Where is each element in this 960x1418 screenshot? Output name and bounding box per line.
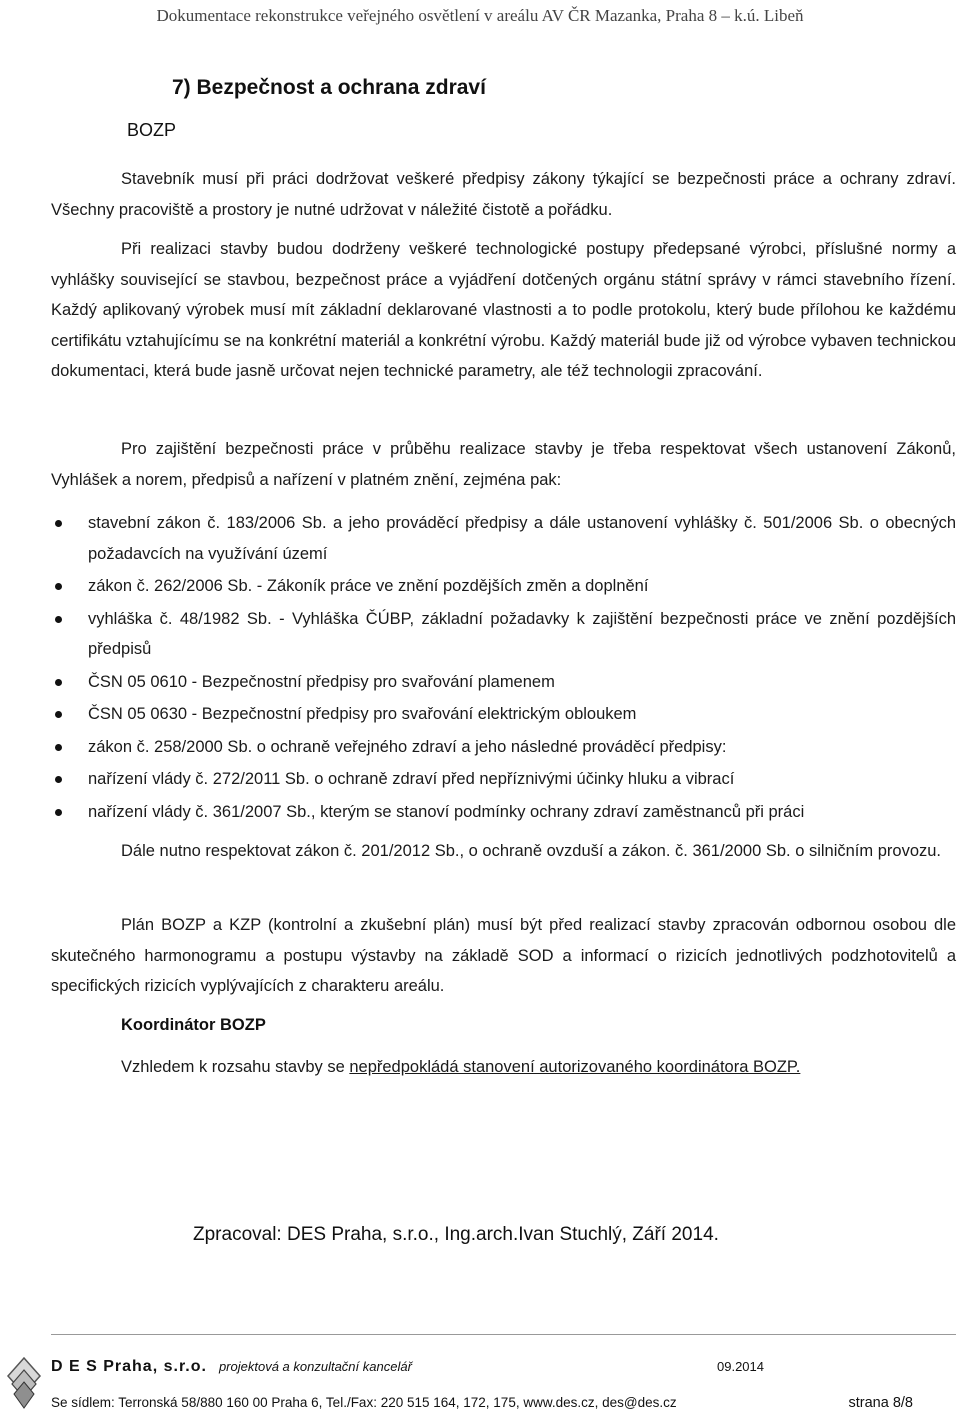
paragraph-intro: Stavebník musí při práci dodržovat veškeré předpisy zákony týkající se bezpečnosti práce a ochrany zdraví. Všechny pracoviště a prostory je nutné udržovat v náležité čistotě a pořádku. <box>51 170 956 219</box>
section-label: BOZP <box>127 120 177 140</box>
prepared-by: Zpracoval: DES Praha, s.r.o., Ing.arch.Ivan Stuchlý, Září 2014. <box>193 1224 719 1245</box>
coordinator-text-underlined: nepředpokládá stanovení autorizovaného koordinátora BOZP. <box>349 1058 801 1076</box>
footer-description: projektová a konzultační kancelář <box>218 1359 412 1374</box>
footer-address: Se sídlem: Terronská 58/880 160 00 Praha 6, Tel./Fax: 220 515 164, 172, 175, www.des.cz, des@des.cz <box>51 1395 677 1410</box>
footer-page-number: strana 8/8 <box>848 1395 913 1411</box>
list-item-text: ČSN 05 0610 - Bezpečnostní předpisy pro svařování plamenem <box>88 672 555 691</box>
list-item <box>51 667 956 698</box>
regulations-list <box>51 508 956 829</box>
bullet-icon <box>55 744 62 751</box>
paragraph-additional-laws: Dále nutno respektovat zákon č. 201/2012 Sb., o ochraně ovzduší a zákon. č. 361/2000 Sb. o silničním provozu. <box>121 842 942 860</box>
list-item-text: zákon č. 258/2000 Sb. o ochraně veřejného zdraví a jeho následné prováděcí předpisy: <box>88 737 727 756</box>
list-item <box>51 604 956 665</box>
footer-date: 09.2014 <box>717 1359 764 1374</box>
footer-firm: D E S Praha, s.r.o. <box>51 1358 207 1375</box>
footer-address-line <box>51 1395 913 1410</box>
company-logo-icon <box>6 1356 42 1410</box>
bullet-icon <box>55 616 62 623</box>
bullet-icon <box>55 583 62 590</box>
list-item <box>51 764 956 795</box>
section-title: 7) Bezpečnost a ochrana zdraví <box>172 76 486 99</box>
bullet-icon <box>55 711 62 718</box>
list-item-text: nařízení vlády č. 361/2007 Sb., kterým se stanoví podmínky ochrany zdraví zaměstnanců při práci <box>88 802 805 821</box>
list-item <box>51 508 956 569</box>
list-item-text: nařízení vlády č. 272/2011 Sb. o ochraně zdraví před nepříznivými účinky hluku a vibrací <box>88 770 735 788</box>
footer-divider <box>51 1334 956 1335</box>
coordinator-heading: Koordinátor BOZP <box>121 1016 266 1034</box>
list-item-text: vyhláška č. 48/1982 Sb. - Vyhláška ČÚBP, základní požadavky k zajištění bezpečnosti práce ve znění pozdějších předpisů <box>88 609 956 658</box>
bullet-icon <box>55 520 62 527</box>
running-header: Dokumentace rekonstrukce veřejného osvětlení v areálu AV ČR Mazanka, Praha 8 – k.ú. Libeň <box>156 6 804 25</box>
bullet-icon <box>55 679 62 686</box>
paragraph-regulations: Pro zajištění bezpečnosti práce v průběhu realizace stavby je třeba respektovat všech ustanovení Zákonů, Vyhlášek a norem, předpisů a nařízení v platném znění, zejména pak: <box>51 440 956 489</box>
list-item <box>51 699 956 730</box>
list-item-text: stavební zákon č. 183/2006 Sb. a jeho prováděcí předpisy a dále ustanovení vyhlášky č. 501/2006 Sb. o obecných požadavcích na využívání území <box>88 514 956 563</box>
footer-company-line <box>51 1358 764 1376</box>
list-item-text: zákon č. 262/2006 Sb. - Zákoník práce ve znění pozdějších změn a doplnění <box>88 577 649 595</box>
coordinator-text <box>121 1058 800 1077</box>
bullet-icon <box>55 809 62 816</box>
paragraph-plan: Plán BOZP a KZP (kontrolní a zkušební plán) musí být před realizací stavby zpracován odbornou osobou dle skutečného harmonogramu a postupu výstavby na základě SOD a informací o rizicích jednotlivých podzhotovitelů a specifických rizicích vyplývajících z charakteru areálu. <box>51 916 956 995</box>
list-item-text: ČSN 05 0630 - Bezpečnostní předpisy pro svařování elektrickým obloukem <box>88 705 637 723</box>
coordinator-text-prefix: Vzhledem k rozsahu stavby se <box>121 1058 350 1076</box>
paragraph-technology: Při realizaci stavby budou dodrženy veškeré technologické postupy předepsané výrobci, příslušné normy a vyhlášky související se stavbou, bezpečnost práce a vyjádření dotčených orgánu státní správy v rámci stavebního řízení. Každý aplikovaný výrobek musí mít základní deklarované vlastnosti a to podle protokolu, který bude přílohou ke každému certifikátu vztahujícímu se na konkrétní materiál a konkrétní výrobu. Každý materiál bude již od výrobce vybaven technickou dokumentaci, která bude jasně určovat nejen technické parametry, ale též technologii zpracování. <box>51 240 956 380</box>
list-item <box>51 797 956 828</box>
list-item <box>51 571 956 602</box>
list-item <box>51 732 956 763</box>
bullet-icon <box>55 776 62 783</box>
